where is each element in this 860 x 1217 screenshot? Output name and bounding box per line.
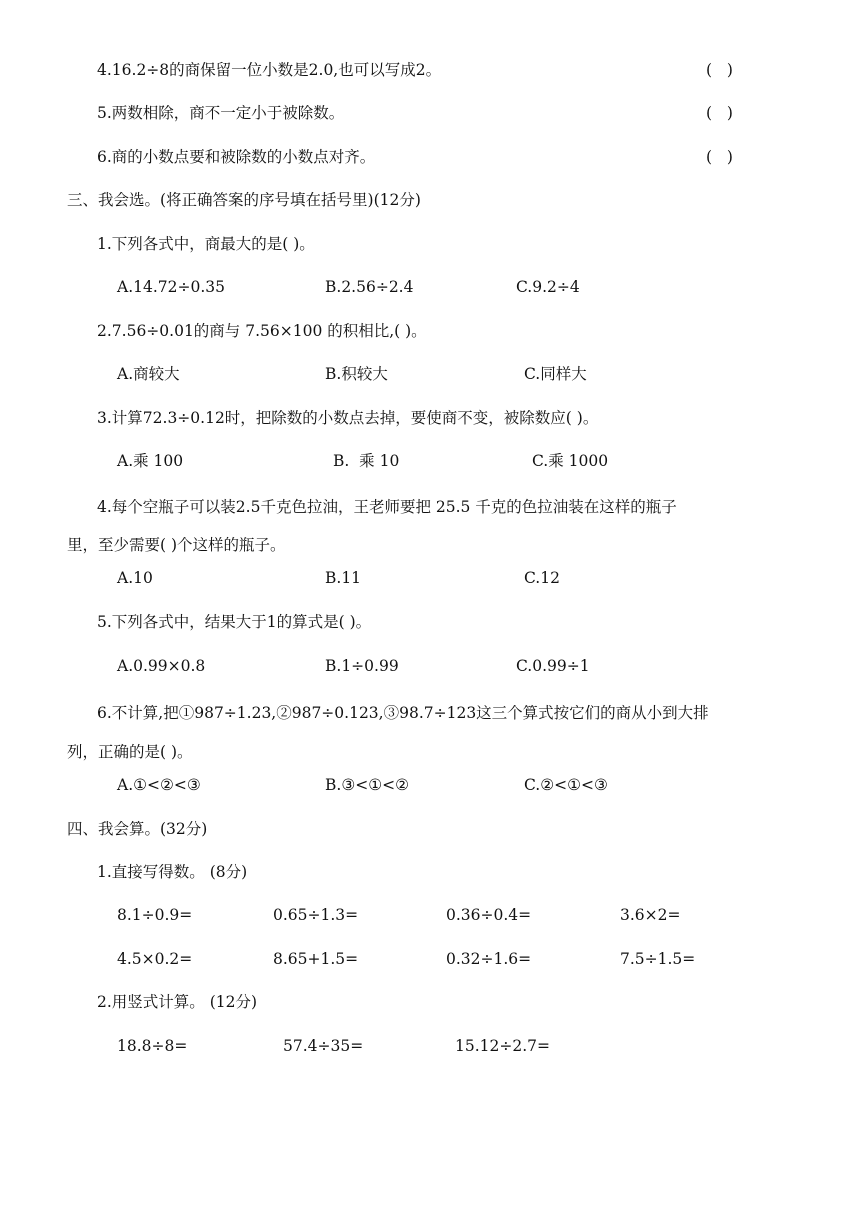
judge-answer-blank-4[interactable]: ( ) <box>706 61 733 79</box>
choice-q5-option-b[interactable]: B.1÷0.99 <box>325 657 399 675</box>
section-3-title: 三、我会选。(将正确答案的序号填在括号里)(12分) <box>67 191 421 209</box>
choice-q1-stem: 1.下列各式中，商最大的是( )。 <box>97 235 315 253</box>
oral-calc-item: 0.36÷0.4= <box>446 906 532 924</box>
oral-calc-item: 8.65+1.5= <box>273 950 359 968</box>
choice-q4-option-b[interactable]: B.11 <box>325 569 362 587</box>
section-4-title: 四、我会算。(32分) <box>67 820 208 838</box>
choice-q6-stem-cont: 列，正确的是( )。 <box>67 743 193 761</box>
choice-q3-option-c[interactable]: C.乘 1000 <box>532 452 609 470</box>
judge-answer-blank-5[interactable]: ( ) <box>706 104 733 122</box>
choice-q5-stem: 5.下列各式中，结果大于1的算式是( )。 <box>97 613 372 631</box>
judge-item-5: 5.两数相除，商不一定小于被除数。 <box>97 104 345 122</box>
choice-q5-option-a[interactable]: A.0.99×0.8 <box>117 657 206 675</box>
choice-q2-stem: 2.7.56÷0.01的商与 7.56×100 的积相比,( )。 <box>97 322 427 340</box>
choice-q4-stem: 4.每个空瓶子可以装2.5千克色拉油，王老师要把 25.5 千克的色拉油装在这样的瓶子 <box>97 498 677 516</box>
oral-calc-item: 3.6×2= <box>620 906 681 924</box>
choice-q6-stem: 6.不计算,把①987÷1.23,②987÷0.123,③98.7÷123这三个算式按它们的商从小到大排 <box>97 704 709 722</box>
choice-q3-option-a[interactable]: A.乘 100 <box>117 452 184 470</box>
vertical-calc-item: 15.12÷2.7= <box>455 1037 550 1055</box>
choice-q1-option-c[interactable]: C.9.2÷4 <box>516 278 580 296</box>
oral-calc-item: 8.1÷0.9= <box>117 906 193 924</box>
oral-calc-item: 7.5÷1.5= <box>620 950 696 968</box>
choice-q4-option-c[interactable]: C.12 <box>524 569 560 587</box>
choice-q4-option-a[interactable]: A.10 <box>117 569 153 587</box>
choice-q1-option-a[interactable]: A.14.72÷0.35 <box>117 278 225 296</box>
vertical-calc-item: 57.4÷35= <box>283 1037 364 1055</box>
choice-q3-stem: 3.计算72.3÷0.12时，把除数的小数点去掉，要使商不变，被除数应( )。 <box>97 409 599 427</box>
judge-item-6: 6.商的小数点要和被除数的小数点对齐。 <box>97 148 376 166</box>
calc-part1-title: 1.直接写得数。 (8分) <box>97 863 248 881</box>
choice-q2-option-c[interactable]: C.同样大 <box>524 365 587 383</box>
oral-calc-item: 4.5×0.2= <box>117 950 193 968</box>
oral-calc-item: 0.32÷1.6= <box>446 950 532 968</box>
judge-answer-blank-6[interactable]: ( ) <box>706 148 733 166</box>
judge-item-4: 4.16.2÷8的商保留一位小数是2.0,也可以写成2。 <box>97 61 442 79</box>
choice-q2-option-a[interactable]: A.商较大 <box>117 365 180 383</box>
choice-q6-option-c[interactable]: C.②<①<③ <box>524 776 608 794</box>
vertical-calc-item: 18.8÷8= <box>117 1037 188 1055</box>
choice-q4-stem-cont: 里，至少需要( )个这样的瓶子。 <box>67 536 286 554</box>
choice-q6-option-a[interactable]: A.①<②<③ <box>117 776 201 794</box>
choice-q2-option-b[interactable]: B.积较大 <box>325 365 388 383</box>
choice-q5-option-c[interactable]: C.0.99÷1 <box>516 657 590 675</box>
choice-q3-option-b[interactable]: B. 乘 10 <box>333 452 400 470</box>
choice-q6-option-b[interactable]: B.③<①<② <box>325 776 409 794</box>
choice-q1-option-b[interactable]: B.2.56÷2.4 <box>325 278 414 296</box>
calc-part2-title: 2.用竖式计算。 (12分) <box>97 993 258 1011</box>
oral-calc-item: 0.65÷1.3= <box>273 906 359 924</box>
